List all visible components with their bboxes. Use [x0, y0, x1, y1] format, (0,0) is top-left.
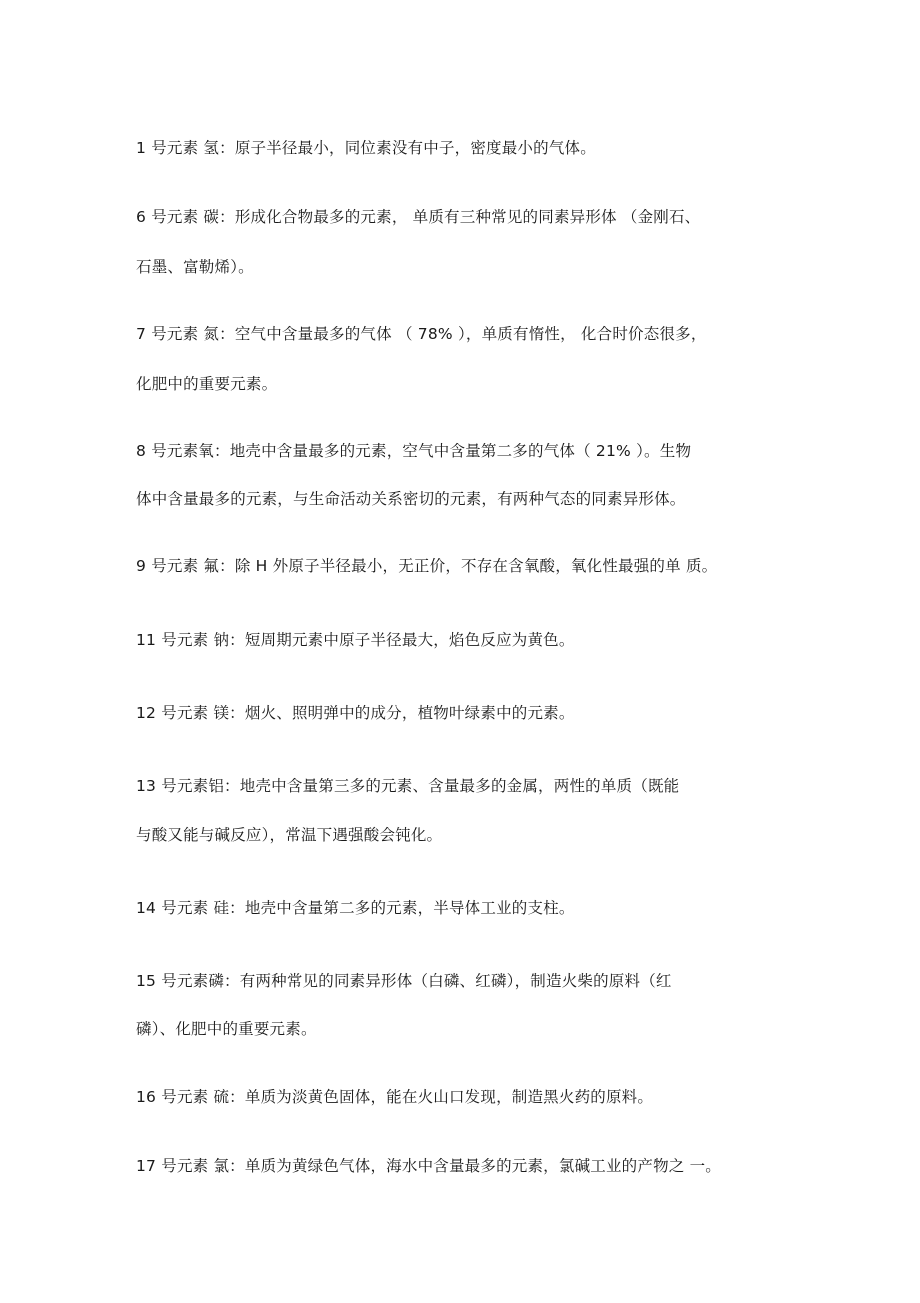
entry-carbon-line-1: 6 号元素 碳：形成化合物最多的元素， 单质有三种常见的同素异形体 （金刚石、 [136, 208, 701, 226]
entry-aluminium-line-1: 13 号元素铝：地壳中含量第三多的元素、含量最多的金属，两性的单质（既能 [136, 777, 680, 795]
entry-magnesium-line-1: 12 号元素 镁：烟火、照明弹中的成分，植物叶绿素中的元素。 [136, 704, 575, 722]
entry-nitrogen-line-1: 7 号元素 氮：空气中含量最多的气体 （ 78% ），单质有惰性， 化合时价态很多， [136, 325, 707, 343]
entry-sulfur-line-1: 16 号元素 硫：单质为淡黄色固体，能在火山口发现，制造黑火药的原料。 [136, 1088, 654, 1106]
entry-nitrogen-line-2: 化肥中的重要元素。 [136, 375, 278, 393]
entry-hydrogen-line-1: 1 号元素 氢：原子半径最小，同位素没有中子，密度最小的气体。 [136, 139, 596, 157]
entry-oxygen-line-2: 体中含量最多的元素，与生命活动关系密切的元素，有两种气态的同素异形体。 [136, 490, 686, 508]
entry-fluorine-line-1: 9 号元素 氟：除 H 外原子半径最小，无正价，不存在含氧酸，氧化性最强的单 质。 [136, 557, 718, 575]
entry-carbon-line-2: 石墨、富勒烯）。 [136, 258, 254, 276]
entry-phosphorus-line-2: 磷）、化肥中的重要元素。 [136, 1020, 317, 1038]
entry-phosphorus-line-1: 15 号元素磷：有两种常见的同素异形体（白磷、红磷），制造火柴的原料（红 [136, 972, 672, 990]
entry-aluminium-line-2: 与酸又能与碱反应），常温下遇强酸会钝化。 [136, 826, 443, 844]
entry-sodium-line-1: 11 号元素 钠：短周期元素中原子半径最大，焰色反应为黄色。 [136, 631, 575, 649]
entry-chlorine-line-1: 17 号元素 氯：单质为黄绿色气体，海水中含量最多的元素，氯碱工业的产物之 一。 [136, 1157, 722, 1175]
entry-silicon-line-1: 14 号元素 硅：地壳中含量第二多的元素，半导体工业的支柱。 [136, 899, 575, 917]
entry-oxygen-line-1: 8 号元素氧：地壳中含量最多的元素，空气中含量第二多的气体（ 21% ）。生物 [136, 442, 692, 460]
